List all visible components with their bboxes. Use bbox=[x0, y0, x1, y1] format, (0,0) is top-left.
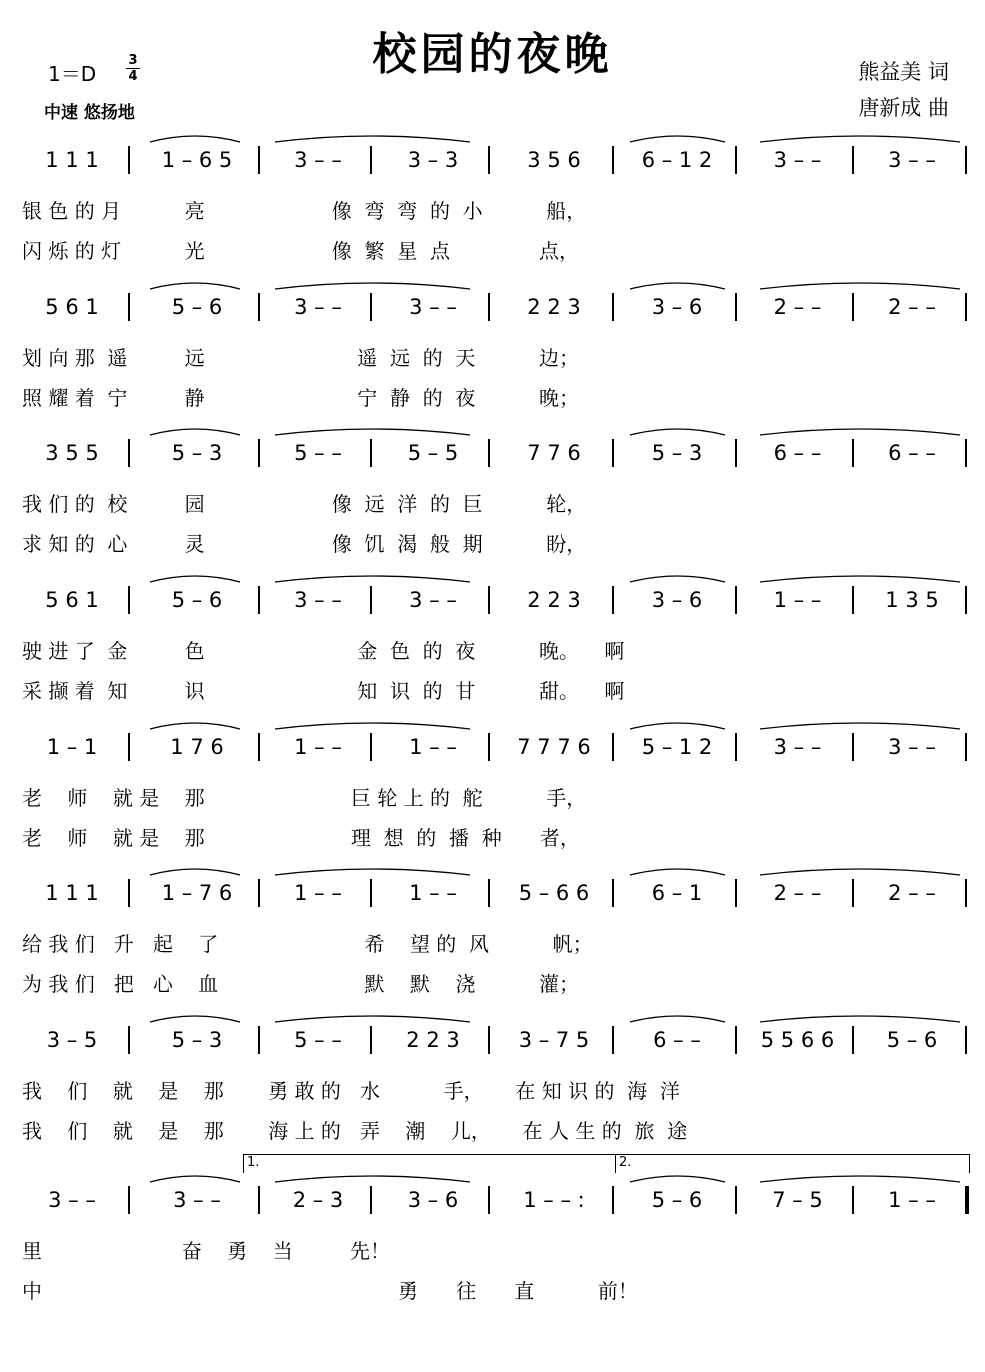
bar-line bbox=[488, 1026, 490, 1054]
slur-arc bbox=[275, 1016, 470, 1022]
slur-arc bbox=[760, 1016, 960, 1022]
bar-line bbox=[612, 439, 614, 467]
slur-layer bbox=[0, 865, 985, 877]
lyric-line: 给 我 们 升 起 了 希 望 的 风 帆； bbox=[22, 932, 593, 956]
bar-line bbox=[735, 733, 737, 761]
time-signature bbox=[126, 54, 140, 83]
slur-arc bbox=[275, 723, 470, 729]
bar-line bbox=[735, 439, 737, 467]
slur-layer bbox=[0, 1172, 985, 1184]
measure: 5 5 6 6 bbox=[760, 1028, 835, 1052]
lyric-line: 我 们 就 是 那 海 上 的 弄 潮 儿， 在 人 生 的 旅 途 bbox=[22, 1119, 688, 1143]
bar-line bbox=[965, 293, 967, 321]
slur-arc bbox=[630, 1176, 725, 1182]
slur-arc bbox=[275, 283, 470, 289]
bar-line bbox=[852, 733, 854, 761]
measure: 3 – – bbox=[773, 735, 822, 759]
bar-line bbox=[128, 879, 130, 907]
measure: 3 – – bbox=[409, 295, 457, 319]
slur-layer bbox=[0, 1012, 985, 1024]
key-signature: 1＝D bbox=[48, 62, 97, 86]
lyric-line: 划 向 那 遥 远 遥 远 的 天 边； bbox=[22, 346, 579, 370]
measure: 3 – – bbox=[773, 148, 822, 172]
lyric-line: 中 勇 往 直 前！ bbox=[22, 1279, 638, 1303]
slur-arc bbox=[630, 869, 725, 875]
measure: 2 – 3 bbox=[292, 1188, 344, 1212]
measure: 2 – – bbox=[888, 881, 936, 905]
measure: 2 – – bbox=[773, 881, 822, 905]
bar-line bbox=[258, 1026, 260, 1054]
notation-row bbox=[0, 1180, 985, 1220]
lyric-line: 老 师 就 是 那 理 想 的 播 种 者， bbox=[22, 826, 580, 850]
slur-layer bbox=[0, 719, 985, 731]
slur-arc bbox=[150, 429, 240, 435]
measure: 1 1 1 bbox=[45, 881, 99, 905]
slur-arc bbox=[150, 576, 240, 582]
slur-arc bbox=[150, 869, 240, 875]
notation-row bbox=[0, 1020, 985, 1060]
measure: 2 – – bbox=[888, 295, 936, 319]
bar-line bbox=[735, 293, 737, 321]
measure: 3 – – bbox=[294, 588, 342, 612]
bar-line bbox=[612, 1026, 614, 1054]
bar-line bbox=[852, 293, 854, 321]
slur-arc bbox=[275, 869, 470, 875]
bar-line bbox=[258, 879, 260, 907]
measure: 1 – – bbox=[409, 881, 457, 905]
bar-line bbox=[612, 1186, 614, 1214]
notation-row bbox=[0, 727, 985, 767]
measure: 5 – – bbox=[294, 1028, 342, 1052]
slur-arc bbox=[150, 1176, 240, 1182]
slur-arc bbox=[150, 136, 240, 142]
bar-line bbox=[612, 733, 614, 761]
measure: 1 – 7 6 bbox=[161, 881, 233, 905]
measure: 1 – – bbox=[294, 735, 342, 759]
notation-row bbox=[0, 140, 985, 180]
slur-layer bbox=[0, 425, 985, 437]
measure: 1 – – bbox=[294, 881, 342, 905]
bar-line bbox=[735, 1186, 737, 1214]
slur-layer bbox=[0, 132, 985, 144]
bar-line bbox=[258, 1186, 260, 1214]
measure: 3 – – bbox=[888, 148, 936, 172]
bar-line bbox=[128, 439, 130, 467]
slur-arc bbox=[630, 1016, 725, 1022]
slur-arc bbox=[760, 136, 960, 142]
measure: 3 – – bbox=[173, 1188, 221, 1212]
bar-line bbox=[370, 879, 372, 907]
bar-line bbox=[965, 146, 967, 174]
measure: 6 – – bbox=[888, 441, 936, 465]
measure: 5 6 1 bbox=[45, 295, 99, 319]
bar-line bbox=[965, 879, 967, 907]
bar-line bbox=[735, 586, 737, 614]
bar-line bbox=[488, 439, 490, 467]
slur-arc bbox=[630, 576, 725, 582]
bar-line bbox=[370, 733, 372, 761]
lyric-line: 采 撷 着 知 识 知 识 的 甘 甜。 啊 bbox=[22, 679, 625, 703]
measure: 2 2 3 bbox=[406, 1028, 460, 1052]
measure: 5 – 3 bbox=[651, 441, 703, 465]
measure: 5 – 3 bbox=[171, 441, 223, 465]
measure: 3 – – bbox=[294, 295, 342, 319]
measure: 2 2 3 bbox=[527, 295, 581, 319]
measure: 5 – 5 bbox=[407, 441, 459, 465]
bar-line bbox=[128, 733, 130, 761]
bar-line bbox=[852, 439, 854, 467]
measure: 5 – 6 bbox=[886, 1028, 938, 1052]
first-ending-bracket: 1. bbox=[243, 1154, 615, 1173]
measure: 3 – – bbox=[48, 1188, 96, 1212]
bar-line bbox=[488, 733, 490, 761]
lyric-line: 照 耀 着 宁 静 宁 静 的 夜 晚； bbox=[22, 386, 579, 410]
measure: 6 – – bbox=[653, 1028, 701, 1052]
bar-line bbox=[965, 439, 967, 467]
slur-arc bbox=[150, 283, 240, 289]
lyricist-credit: 熊益美 词 bbox=[858, 60, 949, 84]
measure: 1 – – : bbox=[523, 1188, 585, 1212]
bar-line bbox=[852, 1026, 854, 1054]
measure: 5 – 6 bbox=[171, 588, 223, 612]
bar-line bbox=[128, 293, 130, 321]
measure: 1 – – bbox=[773, 588, 822, 612]
notation-row bbox=[0, 433, 985, 473]
bar-line bbox=[258, 586, 260, 614]
bar-line bbox=[258, 439, 260, 467]
bar-line bbox=[965, 586, 967, 614]
slur-arc bbox=[760, 283, 960, 289]
slur-layer bbox=[0, 279, 985, 291]
bar-line bbox=[735, 1026, 737, 1054]
measure: 3 – 6 bbox=[407, 1188, 459, 1212]
bar-line bbox=[258, 146, 260, 174]
bar-line bbox=[852, 879, 854, 907]
slur-arc bbox=[150, 723, 240, 729]
measure: 5 – 6 bbox=[171, 295, 223, 319]
measure: 5 – 3 bbox=[171, 1028, 223, 1052]
slur-arc bbox=[760, 1176, 960, 1182]
bar-line bbox=[852, 146, 854, 174]
slur-arc bbox=[150, 1016, 240, 1022]
measure: 5 – 6 bbox=[651, 1188, 703, 1212]
tempo-marking: 中速 悠扬地 bbox=[44, 103, 135, 123]
measure: 3 – 6 bbox=[651, 295, 703, 319]
lyric-line: 驶 进 了 金 色 金 色 的 夜 晚。 啊 bbox=[22, 639, 625, 663]
bar-line bbox=[370, 1186, 372, 1214]
slur-arc bbox=[275, 1176, 470, 1182]
slur-arc bbox=[275, 576, 470, 582]
slur-arc bbox=[760, 429, 960, 435]
bar-line bbox=[612, 293, 614, 321]
bar-line bbox=[128, 146, 130, 174]
bar-line bbox=[488, 146, 490, 174]
measure: 3 – 7 5 bbox=[518, 1028, 590, 1052]
bar-line bbox=[612, 586, 614, 614]
bar-line bbox=[965, 1026, 967, 1054]
bar-line bbox=[128, 586, 130, 614]
bar-line bbox=[370, 586, 372, 614]
slur-arc bbox=[630, 136, 725, 142]
bar-line bbox=[370, 1026, 372, 1054]
song-title: 校园的夜晚 bbox=[372, 29, 613, 80]
slur-arc bbox=[630, 429, 725, 435]
measure: 3 – – bbox=[294, 148, 342, 172]
composer-credit: 唐新成 曲 bbox=[858, 96, 949, 120]
lyric-line: 我 们 的 校 园 像 远 洋 的 巨 轮， bbox=[22, 492, 587, 516]
lyric-line: 我 们 就 是 那 勇 敢 的 水 手， 在 知 识 的 海 洋 bbox=[22, 1079, 680, 1103]
measure: 6 – 1 bbox=[651, 881, 703, 905]
measure: 5 6 1 bbox=[45, 588, 99, 612]
measure: 2 2 3 bbox=[527, 588, 581, 612]
measure: 2 – – bbox=[773, 295, 822, 319]
slur-arc bbox=[760, 576, 960, 582]
bar-line bbox=[488, 293, 490, 321]
bar-line bbox=[735, 879, 737, 907]
measure: 1 – 1 bbox=[46, 735, 98, 759]
slur-arc bbox=[630, 723, 725, 729]
measure: 3 5 6 bbox=[527, 148, 581, 172]
bar-line bbox=[370, 293, 372, 321]
bar-line bbox=[852, 1186, 854, 1214]
slur-arc bbox=[275, 136, 470, 142]
measure: 7 – 5 bbox=[772, 1188, 823, 1212]
bar-line bbox=[852, 586, 854, 614]
measure: 1 – – bbox=[888, 1188, 936, 1212]
slur-arc bbox=[630, 283, 725, 289]
measure: 1 3 5 bbox=[885, 588, 939, 612]
measure: 7 7 7 6 bbox=[517, 735, 591, 759]
measure: 5 – 6 6 bbox=[518, 881, 590, 905]
measure: 3 – – bbox=[888, 735, 936, 759]
measure: 3 – 6 bbox=[651, 588, 703, 612]
measure: 3 5 5 bbox=[45, 441, 99, 465]
time-signature-bottom: 4 bbox=[128, 69, 138, 84]
second-ending-bracket: 2. bbox=[615, 1154, 970, 1173]
notation-row bbox=[0, 580, 985, 620]
bar-line bbox=[735, 146, 737, 174]
bar-line bbox=[612, 879, 614, 907]
lyric-line: 闪 烁 的 灯 光 像 繁 星 点 点， bbox=[22, 239, 579, 263]
measure: 3 – 5 bbox=[46, 1028, 98, 1052]
slur-arc bbox=[275, 429, 470, 435]
time-signature-top: 3 bbox=[128, 53, 138, 68]
bar-line bbox=[488, 1186, 490, 1214]
bar-line bbox=[128, 1186, 130, 1214]
measure: 3 – – bbox=[409, 588, 457, 612]
measure: 1 1 1 bbox=[45, 148, 99, 172]
bar-line bbox=[128, 1026, 130, 1054]
notation-row bbox=[0, 873, 985, 913]
measure: 1 7 6 bbox=[170, 735, 224, 759]
measure: 3 – 3 bbox=[407, 148, 459, 172]
slur-arc bbox=[760, 723, 960, 729]
measure: 5 – 1 2 bbox=[641, 735, 713, 759]
slur-arc bbox=[760, 869, 960, 875]
lyric-line: 老 师 就 是 那 巨 轮 上 的 舵 手， bbox=[22, 786, 587, 810]
measure: 1 – 6 5 bbox=[161, 148, 233, 172]
measure: 5 – – bbox=[294, 441, 342, 465]
bar-line bbox=[965, 733, 967, 761]
lyric-line: 里 奋 勇 当 先！ bbox=[22, 1239, 390, 1263]
bar-line bbox=[488, 879, 490, 907]
bar-line bbox=[258, 733, 260, 761]
bar-line bbox=[370, 146, 372, 174]
lyric-line: 为 我 们 把 心 血 默 默 浇 灌； bbox=[22, 972, 579, 996]
slur-layer bbox=[0, 572, 985, 584]
bar-line bbox=[612, 146, 614, 174]
bar-line bbox=[258, 293, 260, 321]
measure: 1 – – bbox=[409, 735, 457, 759]
lyric-line: 求 知 的 心 灵 像 饥 渴 般 期 盼， bbox=[22, 532, 587, 556]
bar-line bbox=[488, 586, 490, 614]
measure: 7 7 6 bbox=[527, 441, 581, 465]
measure: 6 – – bbox=[773, 441, 822, 465]
notation-row bbox=[0, 287, 985, 327]
bar-line bbox=[965, 1186, 969, 1214]
lyric-line: 银 色 的 月 亮 像 弯 弯 的 小 船， bbox=[22, 199, 587, 223]
measure: 6 – 1 2 bbox=[641, 148, 713, 172]
bar-line bbox=[370, 439, 372, 467]
